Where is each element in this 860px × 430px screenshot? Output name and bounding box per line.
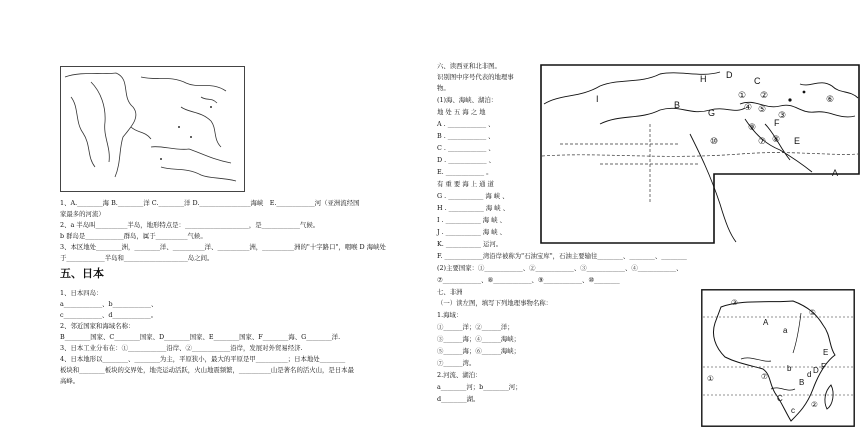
map-marker-2: ② [760,91,769,101]
location-question-line-1: 3、本区地处________洲，________洋、__________洋、__________洲，__________洲的"十字路口"，咽喉 D 海峡处 [60,243,386,251]
map-marker-8: ⑧ [772,135,781,145]
map-label-b: B [674,100,681,110]
africa-marker-3: ③ [731,298,738,307]
africa-label-f: F [821,362,826,371]
map-marker-4: ④ [744,103,753,113]
map-label-f: F [774,118,780,128]
map-marker-6: ⑥ [826,95,835,105]
japan-line-6: 3、日本工业分布在：①____________沿岸、②____________沿岸，发展对外贸易经济. [60,344,303,352]
strait-g: G . ___________ 海 峡 、 [437,192,509,200]
africa-line-1: （一）读左图，填写下列地理事物名称： [437,299,553,307]
africa-line-6: ⑦______湾。 [437,359,476,367]
west-asia-line-5: 地 处 五 海 之 地 [437,108,486,116]
africa-label-b-lower: b [787,364,792,373]
africa-label-a: a [783,326,788,335]
map-marker-10: ⑩ [710,137,719,147]
countries-line-2: ⑦____________、⑧____________、⑨____________、⑩________ [437,276,620,284]
west-asia-line-2: 识别图中序号代表的地理事 [437,73,514,81]
strait-i: I . ___________ 海 峡 、 [437,216,507,224]
strait-h: H . ___________ 海 峡 、 [437,204,510,212]
africa-marker-2: ② [811,400,818,409]
africa-line-2: 1.海域： [437,311,463,319]
map-marker-3: ③ [778,111,787,121]
sea-b: B . ____________ 、 [437,132,495,140]
africa-marker-1: ① [707,374,714,383]
africa-label-c: c [791,406,795,415]
africa-line-5: ⑤______海；⑥______海峡； [437,347,521,355]
japan-line-7: 4、日本地形以________、________为主，平原狭小，最大的平原是甲__________；日本地处________ [60,355,346,363]
africa-label-a-upper: A [763,318,769,327]
sea-c: C . ____________ 、 [437,144,495,152]
africa-marker-7: ⑦ [761,372,768,381]
peninsula-question-line-1: 2、a 半岛叫__________半岛，地形特点是：____________________，是____________气候。 [60,221,320,229]
africa-label-d: d [807,370,812,379]
sea-question-line-2: 家最多的河流） [60,210,105,218]
africa-line-3: ①______洋；②______洋； [437,323,514,331]
west-asia-line-3: 物。 [437,84,450,92]
map-marker-7: ⑦ [758,137,767,147]
map-label-g: G [708,108,716,118]
africa-marker-5: ⑤ [809,308,816,317]
strait-heading: 有 重 要 海 上 通 道 [437,180,494,188]
location-question-line-2: 于____________半岛和____________________岛之间。 [60,254,214,262]
sea-a: A . ____________ 、 [437,120,495,128]
japan-line-8: 板块和________板块的交界处，地壳运动活跃，火山地震频繁，__________山是著名的活火山，是日本最 [60,366,354,374]
sea-question-line-1: 1、A.________海 B.________洋 C.________洋 D.________________海峡 E.____________河（亚洲流经国 [60,199,360,207]
west-asia-title: 六、读西亚和北非图。 [437,62,501,70]
africa-label-c-upper: C [777,394,783,403]
map-label-h: H [700,74,707,84]
map-label-d: D [726,70,733,80]
africa-line-4: ③______海；④______海峡； [437,335,521,343]
japan-line-5: B________国家、C________国家、D________国家、E________国家、F________海、G________洋. [60,333,341,341]
africa-label-d-upper: D [813,366,819,375]
southeast-asia-map [60,66,245,192]
africa-label-b-upper: B [799,378,805,387]
africa-label-e: E [823,348,829,357]
sea-e: E. ____________ 。 [437,168,493,176]
gulf-f-line: F. ____________湾沿岸被称为"石油宝库"，石油主要输往________、________、________ [437,252,687,260]
map-marker-1: ① [738,91,747,101]
japan-line-3: c____________、d____________。 [60,311,158,319]
west-asia-north-africa-map [540,64,860,244]
strait-j: J . ___________ 海 峡 、 [437,228,507,236]
map-label-e: E [794,136,801,146]
africa-line-7: 2.河流、湖泊： [437,371,482,379]
japan-line-4: 2、邻近国家和海域名称： [60,322,135,330]
section-title-japan: 五、日本 [60,268,104,280]
countries-line-1: (2)主要国家：①____________、②____________、③____________、④____________、 [437,264,683,272]
map-marker-5: ⑤ [758,105,767,115]
map-marker-9: ⑨ [748,123,757,133]
map-label-a: A [832,168,839,178]
africa-map [701,289,855,427]
sea-d: D . ____________ 、 [437,156,495,164]
africa-section-title: 七、非洲 [437,288,463,296]
west-asia-line-4: (1)海、海峡、湖泊： [437,96,498,104]
africa-line-9: d________湖。 [437,395,480,403]
japan-line-1: 1、日本四岛： [60,289,103,297]
africa-line-8: a________河；b________河； [437,383,522,391]
japan-line-2: a____________、b____________、 [60,300,158,308]
map-label-c: C [754,76,761,86]
peninsula-question-line-2: b 群岛是____________群岛，属于__________气候。 [60,232,207,240]
canal-k: K. ___________ 运河。 [437,240,503,248]
japan-line-9: 高峰。 [60,377,80,385]
map-label-i: I [596,94,599,104]
